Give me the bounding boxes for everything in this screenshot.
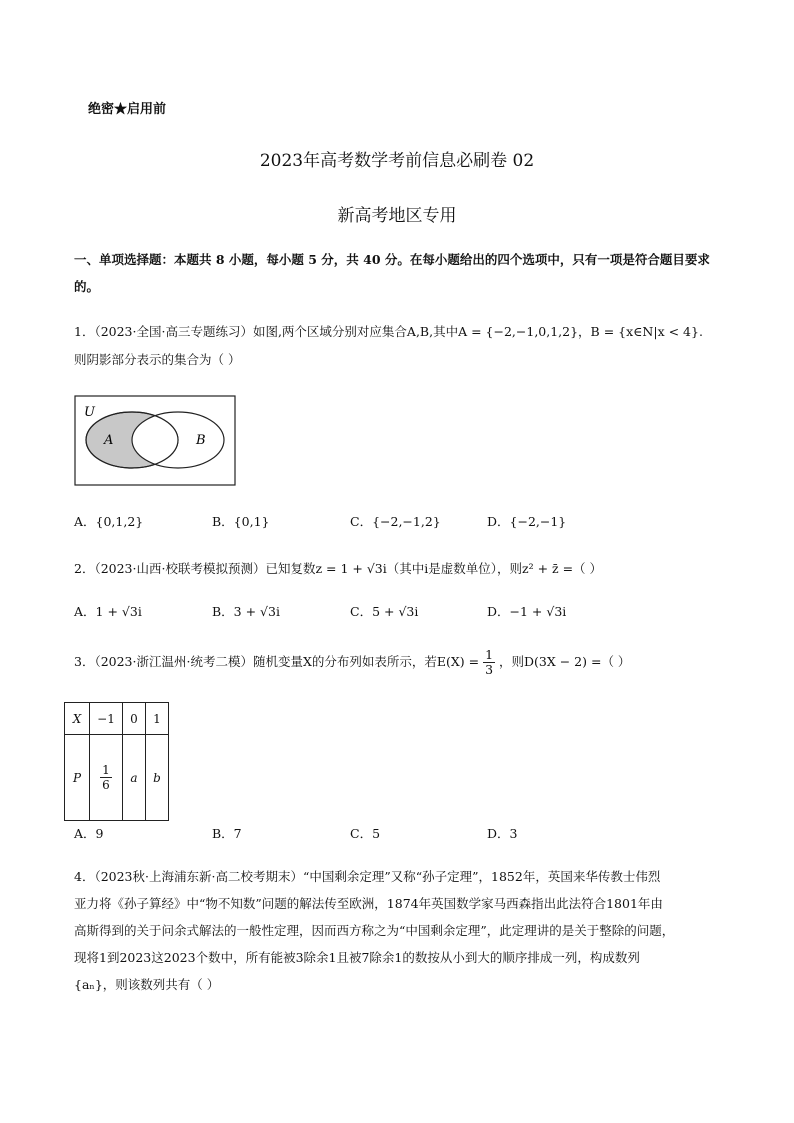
q3-expectation-fraction <box>483 648 495 677</box>
table-cell: P <box>65 735 90 821</box>
q3-option-a[interactable]: A．9 <box>74 826 104 841</box>
table-cell: b <box>146 735 169 821</box>
table-cell: −1 <box>90 703 123 735</box>
q3-option-b[interactable]: B．7 <box>212 826 242 841</box>
q3-ex-numerator: 1 <box>485 647 494 662</box>
table-cell: 0 <box>123 703 146 735</box>
venn-diagram <box>74 395 236 487</box>
q3-ex-denominator: 3 <box>485 662 494 677</box>
q1-option-d[interactable]: D．{−2,−1} <box>487 514 567 529</box>
q2-option-d[interactable]: D．−1 + √3i <box>487 604 567 619</box>
q3-text-pre: 3．（2023·浙江温州·统考二模）随机变量X的分布列如表所示，若E(X) = <box>74 654 480 669</box>
question-2-text: 2．（2023·山西·校联考模拟预测）已知复数z = 1 + √3i（其中i是虚数单位），则z² + z̄ =（ ） <box>74 561 603 576</box>
table-cell: 1 <box>146 703 169 735</box>
fraction-denominator: 6 <box>102 778 110 792</box>
q1-option-c[interactable]: C．{−2,−1,2} <box>350 514 441 529</box>
distribution-table <box>64 702 169 821</box>
table-row <box>65 703 169 735</box>
q2-option-a[interactable]: A．1 + √3i <box>74 604 142 619</box>
question-4-line-5: {aₙ}，则该数列共有（ ） <box>74 977 220 992</box>
question-4-line-4: 现将1到2023这2023个数中，所有能被3除余1且被7除余1的数按从小到大的顺序排成一列，构成数列 <box>74 950 640 965</box>
fraction-numerator: 1 <box>102 763 110 777</box>
q1-option-b[interactable]: B．{0,1} <box>212 514 270 529</box>
question-4-line-3: 高斯得到的关于问余式解法的一般性定理，因而西方称之为“中国剩余定理”，此定理讲的是关于整除的问题， <box>74 923 675 938</box>
question-4-line-2: 亚力将《孙子算经》中“物不知数”问题的解法传至欧洲，1874年英国数学家马西森指出此法符合1801年由 <box>74 896 663 911</box>
table-cell <box>90 735 123 821</box>
confidential-label: 绝密★启用前 <box>88 102 167 117</box>
table-row <box>65 735 169 821</box>
paper-title: 2023年高考数学考前信息必刷卷 02 <box>259 151 535 171</box>
q2-option-c[interactable]: C．5 + √3i <box>350 604 419 619</box>
q3-option-c[interactable]: C．5 <box>350 826 381 841</box>
venn-label-a: A <box>104 433 114 448</box>
q3-option-d[interactable]: D．3 <box>487 826 518 841</box>
question-3-text <box>74 648 630 677</box>
probability-fraction <box>100 763 112 792</box>
venn-label-u: U <box>84 405 95 420</box>
table-cell: X <box>65 703 90 735</box>
q3-text-post: ，则D(3X − 2) =（ ） <box>499 654 631 669</box>
q2-option-b[interactable]: B．3 + √3i <box>212 604 280 619</box>
paper-subtitle: 新高考地区专用 <box>337 206 457 226</box>
question-1-prompt: 则阴影部分表示的集合为（ ） <box>74 352 241 367</box>
table-cell: a <box>123 735 146 821</box>
question-4-line-1: 4．（2023秋·上海浦东新·高二校考期末）“中国剩余定理”又称“孙子定理”，1852年，英国来华传教士伟烈 <box>74 869 661 884</box>
q1-option-a[interactable]: A．{0,1,2} <box>74 514 144 529</box>
question-1-text: 1．（2023·全国·高三专题练习）如图,两个区域分别对应集合A,B,其中A = {−2,−1,0,1,2}，B = {x∈N|x < 4}. <box>74 324 703 339</box>
venn-label-b: B <box>196 433 206 448</box>
section-instructions: 一、单项选择题：本题共 8 小题，每小题 5 分，共 40 分。在每小题给出的四个选项中，只有一项是符合题目要求的。 <box>74 252 710 294</box>
